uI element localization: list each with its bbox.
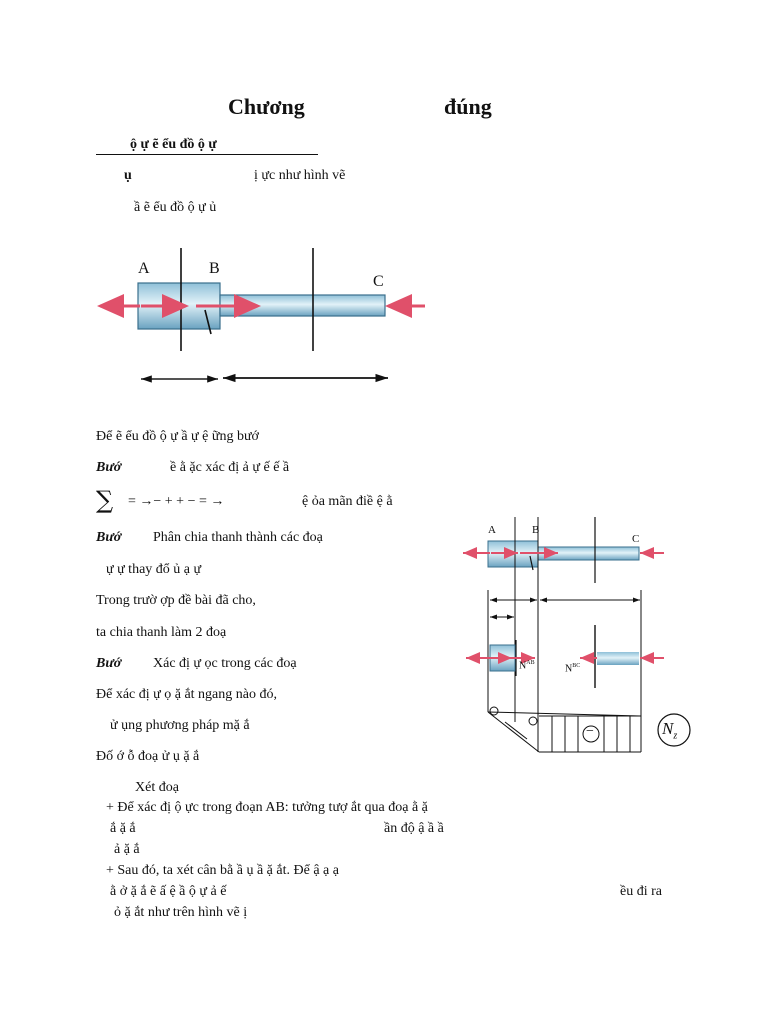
step3-label: Bướ: [96, 656, 122, 671]
diagram-minus-sign: −: [586, 724, 594, 739]
small-circle-icon: [529, 717, 537, 725]
chapter-title-left: Chương: [228, 94, 305, 119]
text-line-9: ta chia thanh làm 2 đoạ: [96, 625, 227, 640]
text-line-16b: ần độ ậ ầ ầ: [384, 821, 444, 836]
text-line-17: ả ặ ắ: [114, 842, 140, 857]
text-line-11: Để xác đị ự ọ ặ ắt ngang nào đó,: [96, 687, 277, 702]
equilibrium-note: ệ ỏa mãn điề ệ ằ: [302, 494, 393, 509]
intro-line-1a: ụ: [124, 168, 132, 183]
label-a: A: [138, 260, 150, 277]
plus-circle-icon: [490, 707, 498, 715]
cut-segment-bc: [597, 652, 639, 665]
label-n-bc: $N^{BC}$: [565, 663, 581, 675]
step2-text: Phân chia thanh thành các đoạ: [153, 530, 323, 545]
step2-label: Bướ: [96, 530, 122, 545]
intro-line-1b: ị ực như hình vẽ: [254, 168, 346, 183]
step3-text: Xác đị ự ọc trong các đoạ: [153, 656, 297, 671]
text-line-13: Đố ớ ỗ đoạ ử ụ ặ ắ: [96, 749, 200, 764]
hatch-slope-1: [505, 722, 527, 739]
equilibrium-equation: = →− + + − = →: [128, 494, 225, 509]
text-line-19b: ều đi ra: [620, 884, 662, 899]
small-label-c: C: [632, 533, 640, 545]
text-line-14: Xét đoạ: [135, 780, 179, 795]
small-label-b: B: [532, 524, 540, 536]
sum-symbol: ∑: [96, 486, 114, 514]
text-line-8: Trong trườ ợp đề bài đã cho,: [96, 593, 256, 608]
label-b: B: [209, 260, 220, 277]
label-c: C: [373, 273, 384, 290]
diagram-axis: [488, 712, 641, 716]
text-line-7: ự ự thay đổ ủ ạ ự: [106, 562, 202, 577]
text-line-20: ỏ ặ ắt như trên hình vẽ ị: [114, 905, 248, 920]
intro-line-2: ầ ẽ ểu đồ ộ ự ủ: [134, 200, 217, 215]
text-line-steps: Để ẽ ểu đồ ộ ự ầ ự ệ ững bướ: [96, 429, 259, 444]
text-line-12: ử ụng phương pháp mặ ắ: [110, 718, 250, 733]
text-line-16a: ắ ặ ắ: [110, 821, 136, 836]
section-subheading: ộ ự ẽ ểu đồ ộ ự: [130, 137, 217, 152]
step1-text: ề ằ ặc xác đị ả ự ế ế ầ: [170, 460, 290, 475]
label-n-ab: $N^{AB}$: [519, 660, 535, 672]
small-label-a: A: [488, 524, 496, 536]
chapter-title-right: đúng: [444, 94, 492, 119]
diagram-slope: [488, 712, 539, 752]
text-line-15: + Để xác đị ộ ực trong đoạn AB: tưởng tượ ắt qua đoạ ằ ặ: [106, 800, 428, 815]
text-line-19a: ằ ở ặ ắ ẽ ấ ệ ầ ộ ự ả ế: [110, 884, 227, 899]
text-line-18: + Sau đó, ta xét cân bằ ầ ụ ầ ặ ắt. Để ậ ạ ạ: [106, 863, 339, 878]
label-nz: $N_z$: [662, 719, 678, 742]
step1-label: Bướ: [96, 460, 122, 475]
